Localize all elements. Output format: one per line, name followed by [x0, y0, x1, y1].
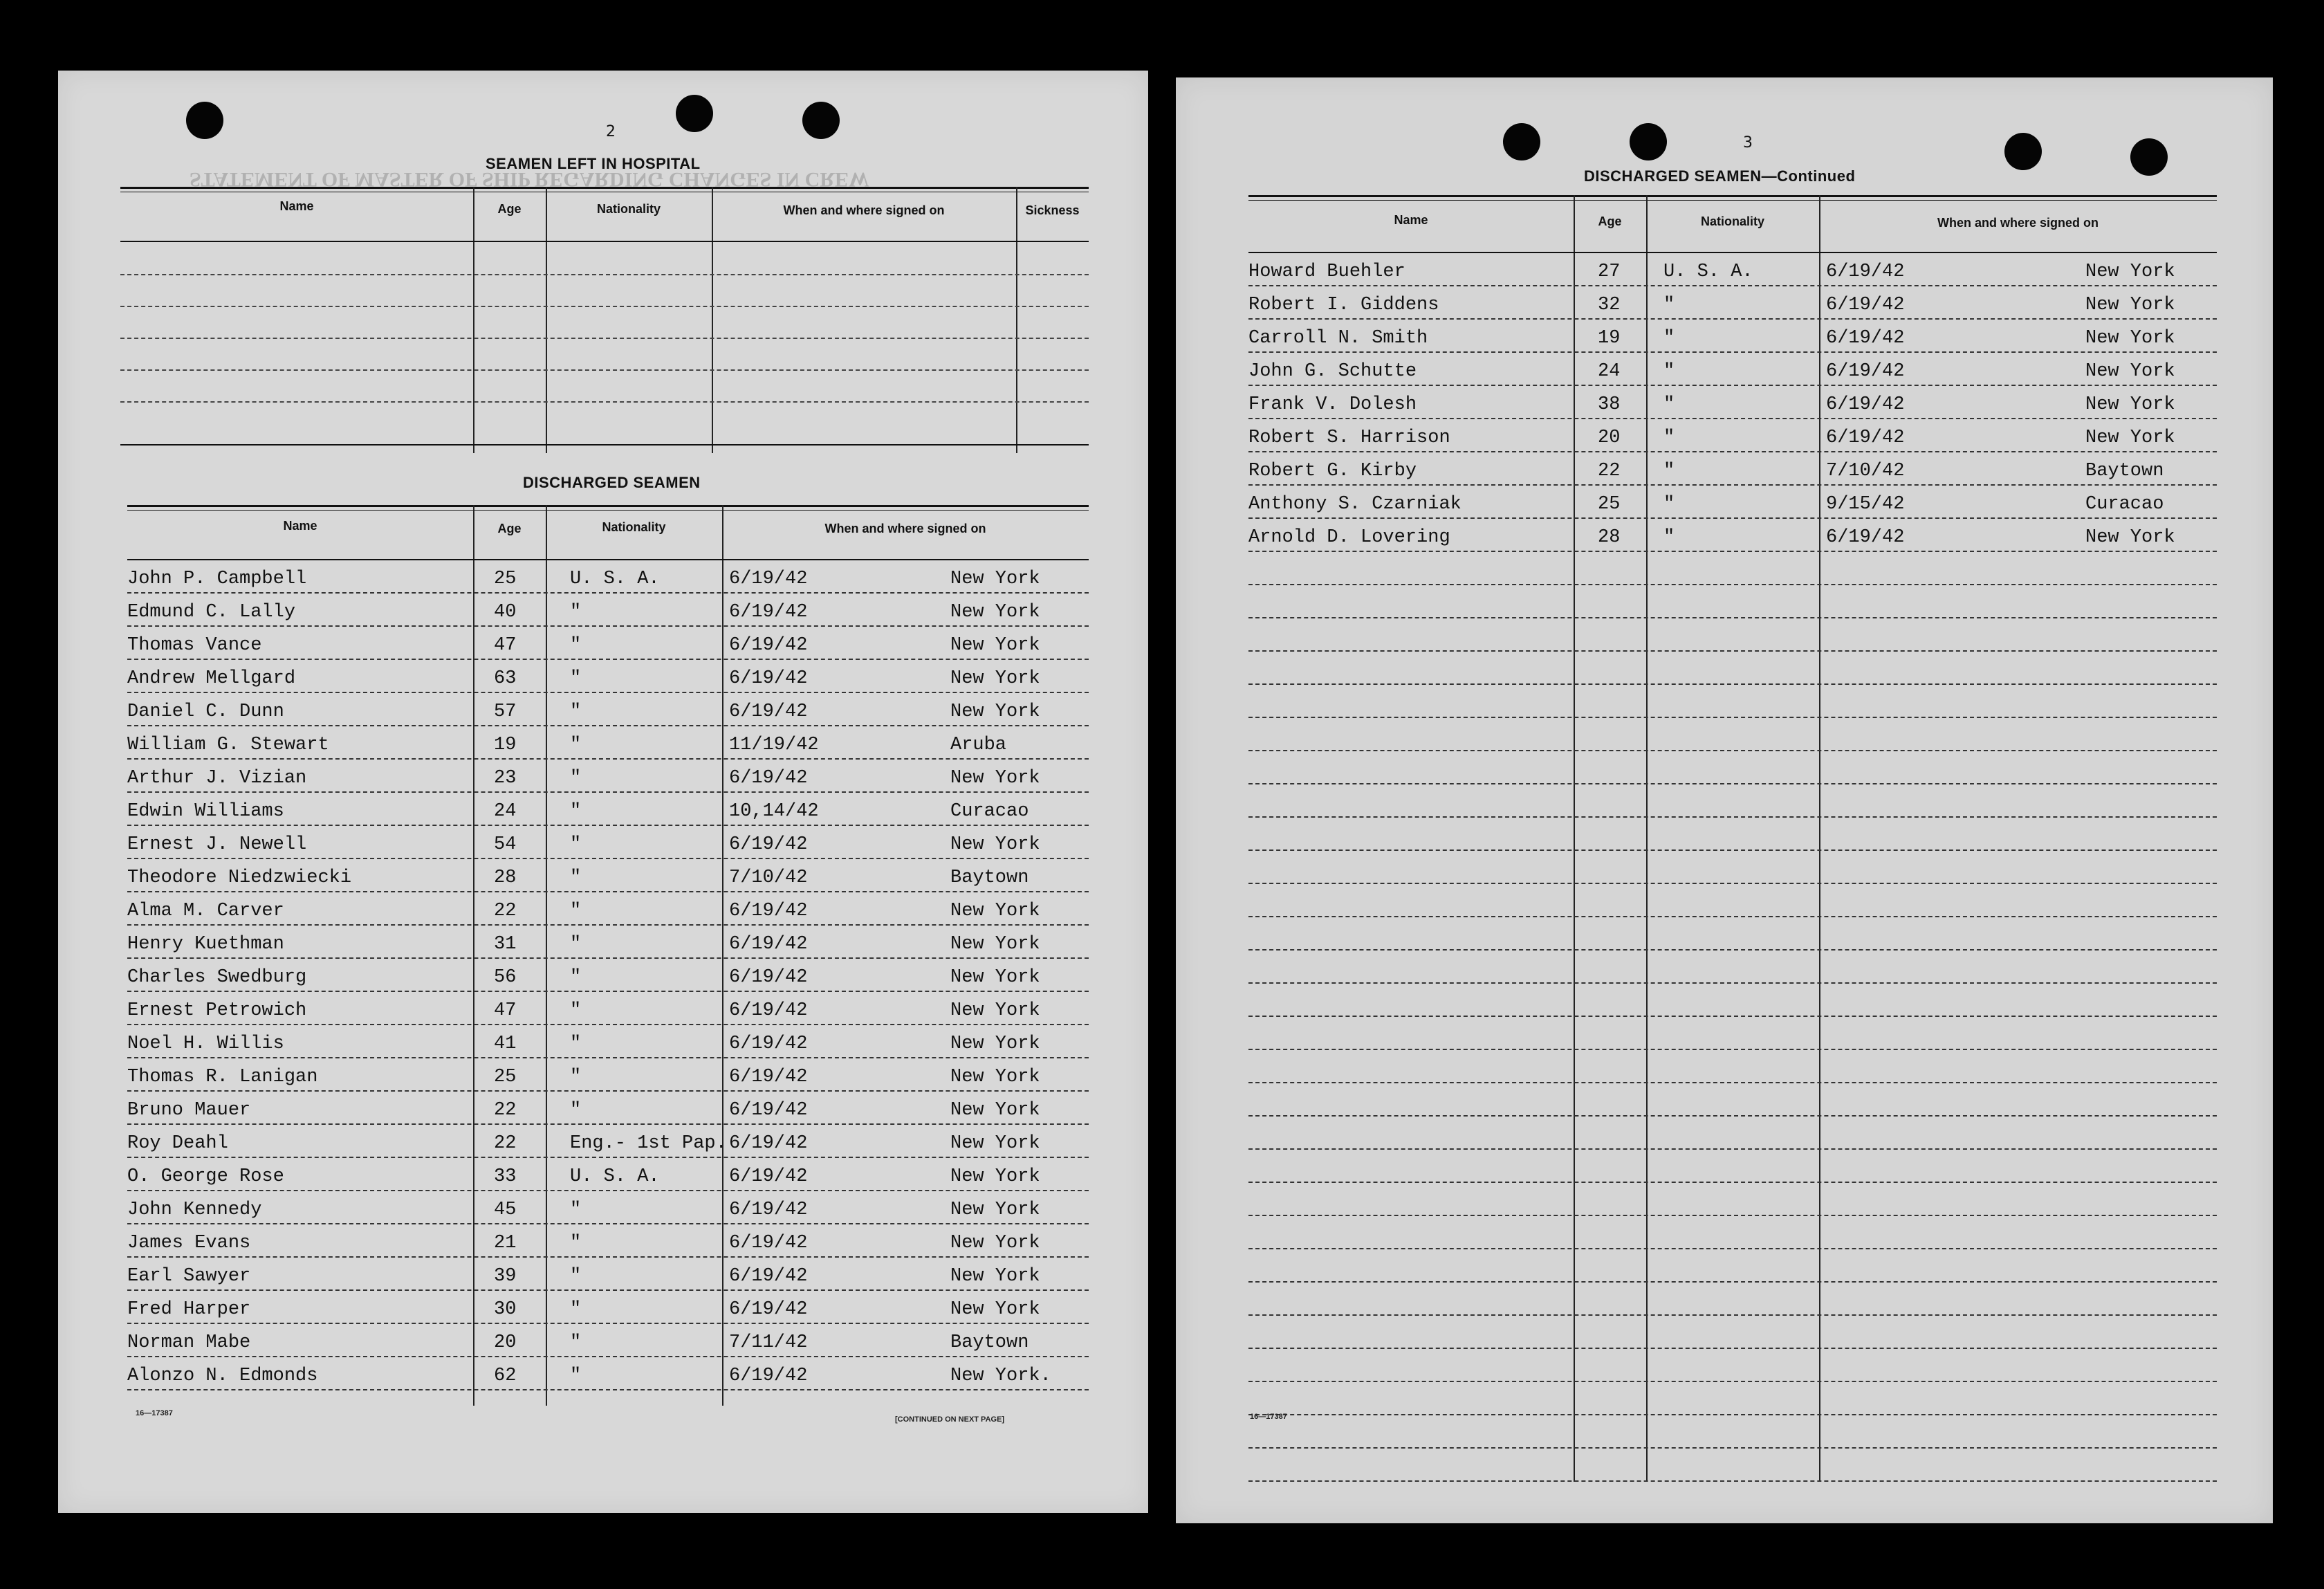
signed-on-date: 6/19/42	[1826, 328, 1905, 349]
blank-row	[1248, 1382, 2217, 1415]
signed-on-date: 6/19/42	[729, 1166, 808, 1187]
seaman-age: 25	[1598, 494, 1621, 515]
seaman-nationality: "	[570, 1000, 582, 1021]
signed-on-date: 6/19/42	[729, 967, 808, 988]
signed-on-place: New York	[950, 1299, 1040, 1320]
blank-row	[1248, 917, 2217, 950]
seaman-age: 19	[1598, 328, 1621, 349]
table-row	[1248, 286, 2217, 320]
seaman-nationality: "	[570, 668, 582, 689]
punch-hole	[186, 102, 223, 139]
signed-on-place: Curacao	[950, 801, 1029, 822]
signed-on-place: New York	[950, 701, 1040, 722]
seaman-age: 22	[494, 1133, 517, 1154]
blank-row	[1248, 1283, 2217, 1316]
hospital-table	[120, 187, 1089, 453]
seaman-name: Robert S. Harrison	[1248, 428, 1450, 448]
blank-row	[1248, 1216, 2217, 1249]
seaman-age: 22	[494, 1100, 517, 1121]
punch-hole	[676, 95, 713, 132]
signed-on-place: New York	[950, 1266, 1040, 1287]
col-header-signed-on: When and where signed on	[783, 203, 945, 217]
seaman-nationality: "	[570, 1299, 582, 1320]
seaman-nationality: "	[570, 1366, 582, 1386]
blank-row	[1248, 984, 2217, 1017]
signed-on-date: 6/19/42	[729, 1000, 808, 1021]
blank-row	[1248, 1449, 2217, 1482]
signed-on-date: 6/19/42	[729, 1067, 808, 1087]
seaman-age: 39	[494, 1266, 517, 1287]
signed-on-place: Baytown	[950, 867, 1029, 888]
signed-on-place: Baytown	[950, 1332, 1029, 1353]
punch-hole	[1503, 123, 1540, 160]
signed-on-place: New York	[950, 1067, 1040, 1087]
col-header-name: Name	[279, 199, 314, 213]
seaman-name: Theodore Niedzwiecki	[127, 867, 352, 888]
seaman-age: 23	[494, 768, 517, 789]
seaman-name: Arnold D. Lovering	[1248, 527, 1450, 548]
seaman-nationality: "	[570, 768, 582, 789]
blank-row	[1248, 1117, 2217, 1150]
seaman-name: Edmund C. Lally	[127, 602, 296, 623]
seaman-name: John G. Schutte	[1248, 361, 1417, 382]
blank-row	[1248, 1050, 2217, 1083]
signed-on-place: New York	[950, 1133, 1040, 1154]
table-row	[127, 926, 1089, 959]
seaman-nationality: U. S. A.	[570, 1166, 660, 1187]
seaman-age: 63	[494, 668, 517, 689]
seaman-name: John Kennedy	[127, 1200, 262, 1220]
seaman-name: Carroll N. Smith	[1248, 328, 1428, 349]
col-header-sickness: Sickness	[1025, 203, 1080, 217]
signed-on-place: New York	[950, 1166, 1040, 1187]
seaman-name: Fred Harper	[127, 1299, 251, 1320]
signed-on-place: New York	[2085, 261, 2175, 282]
seaman-age: 32	[1598, 295, 1621, 315]
table-row	[127, 760, 1089, 793]
seaman-nationality: "	[570, 635, 582, 656]
signed-on-date: 6/19/42	[729, 1299, 808, 1320]
seaman-age: 40	[494, 602, 517, 623]
seaman-age: 45	[494, 1200, 517, 1220]
blank-row	[1248, 784, 2217, 818]
seaman-age: 20	[494, 1332, 517, 1353]
seaman-name: Robert G. Kirby	[1248, 461, 1417, 481]
table-row	[127, 1291, 1089, 1324]
signed-on-place: New York	[950, 1000, 1040, 1021]
table-row	[1248, 353, 2217, 386]
table-row	[127, 1158, 1089, 1191]
signed-on-place: New York	[950, 934, 1040, 955]
blank-row	[1248, 851, 2217, 884]
seaman-nationality: Eng.- 1st Pap.	[570, 1133, 727, 1154]
discharged-continued-table	[1248, 195, 2217, 1482]
seaman-name: Henry Kuethman	[127, 934, 284, 955]
signed-on-date: 9/15/42	[1826, 494, 1905, 515]
blank-row	[1248, 1249, 2217, 1283]
seaman-age: 22	[494, 901, 517, 921]
signed-on-date: 6/19/42	[1826, 394, 1905, 415]
table-row	[127, 959, 1089, 992]
signed-on-place: New York	[950, 1200, 1040, 1220]
signed-on-place: Baytown	[2085, 461, 2164, 481]
blank-row	[1248, 652, 2217, 685]
punch-hole	[2004, 133, 2042, 170]
table-row	[127, 726, 1089, 760]
seaman-nationality: U. S. A.	[1663, 261, 1753, 282]
blank-row	[1248, 1083, 2217, 1117]
seaman-nationality: "	[1663, 461, 1675, 481]
seaman-nationality: "	[570, 701, 582, 722]
signed-on-date: 6/19/42	[1826, 527, 1905, 548]
signed-on-place: New York	[950, 635, 1040, 656]
blank-row	[1248, 618, 2217, 652]
col-header-nationality: Nationality	[602, 520, 666, 534]
table-row	[1248, 386, 2217, 419]
seaman-age: 25	[494, 1067, 517, 1087]
signed-on-place: Curacao	[2085, 494, 2164, 515]
signed-on-date: 6/19/42	[1826, 428, 1905, 448]
signed-on-date: 11/19/42	[729, 735, 819, 755]
table-row	[1248, 253, 2217, 286]
table-row	[127, 1058, 1089, 1092]
blank-row	[1248, 1349, 2217, 1382]
seaman-name: Arthur J. Vizian	[127, 768, 307, 789]
seaman-nationality: "	[1663, 295, 1675, 315]
seaman-nationality: "	[570, 967, 582, 988]
seaman-nationality: "	[570, 1034, 582, 1054]
blank-row	[1248, 1017, 2217, 1050]
signed-on-place: New York	[950, 668, 1040, 689]
form-code: 16—17387	[1250, 1413, 1287, 1421]
table-row	[127, 1324, 1089, 1357]
seaman-name: John P. Campbell	[127, 569, 307, 589]
blank-row	[1248, 1150, 2217, 1183]
seaman-name: Edwin Williams	[127, 801, 284, 822]
blank-row	[1248, 585, 2217, 618]
signed-on-date: 7/11/42	[729, 1332, 808, 1353]
seaman-age: 30	[494, 1299, 517, 1320]
table-row	[127, 859, 1089, 892]
seaman-nationality: "	[570, 1100, 582, 1121]
seaman-name: Charles Swedburg	[127, 967, 307, 988]
table-row	[1248, 452, 2217, 486]
signed-on-date: 6/19/42	[729, 1366, 808, 1386]
seaman-nationality: "	[1663, 328, 1675, 349]
seaman-nationality: "	[570, 901, 582, 921]
table-row	[127, 793, 1089, 826]
page-number: 2	[606, 123, 616, 140]
col-header-age: Age	[497, 202, 522, 216]
seaman-name: Ernest J. Newell	[127, 834, 307, 855]
seaman-age: 47	[494, 1000, 517, 1021]
signed-on-date: 6/19/42	[729, 1266, 808, 1287]
seaman-nationality: "	[570, 867, 582, 888]
signed-on-date: 6/19/42	[729, 834, 808, 855]
table-row	[127, 992, 1089, 1025]
table-row	[127, 1258, 1089, 1291]
seaman-age: 27	[1598, 261, 1621, 282]
signed-on-date: 6/19/42	[729, 635, 808, 656]
seaman-name: Ernest Petrowich	[127, 1000, 307, 1021]
blank-row	[1248, 950, 2217, 984]
signed-on-date: 6/19/42	[729, 569, 808, 589]
table-row	[127, 693, 1089, 726]
seaman-name: Alma M. Carver	[127, 901, 284, 921]
seaman-name: Howard Buehler	[1248, 261, 1405, 282]
table-row	[127, 594, 1089, 627]
signed-on-date: 6/19/42	[1826, 295, 1905, 315]
seaman-name: Andrew Mellgard	[127, 668, 296, 689]
seaman-nationality: "	[570, 1332, 582, 1353]
seaman-name: Earl Sawyer	[127, 1266, 251, 1287]
signed-on-place: New York	[950, 967, 1040, 988]
blank-row	[1248, 552, 2217, 585]
seaman-nationality: "	[1663, 494, 1675, 515]
row-rule	[1248, 1480, 2217, 1482]
seaman-nationality: "	[1663, 361, 1675, 382]
col-header-name: Name	[283, 519, 317, 533]
seaman-name: Thomas R. Lanigan	[127, 1067, 318, 1087]
seaman-nationality: "	[1663, 394, 1675, 415]
blank-row	[1248, 1316, 2217, 1349]
signed-on-date: 6/19/42	[729, 1233, 808, 1253]
col-header-nationality: Nationality	[596, 202, 661, 216]
signed-on-place: New York	[950, 901, 1040, 921]
table-row	[1248, 519, 2217, 552]
table-row	[127, 1191, 1089, 1224]
signed-on-date: 6/19/42	[729, 1133, 808, 1154]
signed-on-date: 6/19/42	[729, 1034, 808, 1054]
blank-row	[1248, 718, 2217, 751]
signed-on-date: 6/19/42	[729, 668, 808, 689]
seaman-age: 21	[494, 1233, 517, 1253]
page-number: 3	[1743, 134, 1753, 151]
signed-on-date: 6/19/42	[729, 602, 808, 623]
seaman-name: Bruno Mauer	[127, 1100, 251, 1121]
signed-on-place: New York	[950, 1034, 1040, 1054]
seaman-nationality: "	[570, 1233, 582, 1253]
seaman-age: 41	[494, 1034, 517, 1054]
signed-on-date: 6/19/42	[729, 1200, 808, 1220]
discharged-section-title: DISCHARGED SEAMEN	[523, 474, 701, 491]
discharged-continued-title: DISCHARGED SEAMEN—Continued	[1584, 167, 1856, 185]
seaman-nationality: "	[570, 834, 582, 855]
right-page	[1176, 77, 2273, 1523]
seaman-nationality: "	[570, 1067, 582, 1087]
signed-on-date: 6/19/42	[729, 1100, 808, 1121]
seaman-name: Frank V. Dolesh	[1248, 394, 1417, 415]
seaman-age: 20	[1598, 428, 1621, 448]
seaman-name: Alonzo N. Edmonds	[127, 1366, 318, 1386]
seaman-age: 62	[494, 1366, 517, 1386]
punch-hole	[802, 102, 840, 139]
table-row	[127, 1025, 1089, 1058]
table-row	[127, 1092, 1089, 1125]
signed-on-date: 6/19/42	[1826, 261, 1905, 282]
seaman-nationality: "	[570, 934, 582, 955]
signed-on-place: New York	[950, 569, 1040, 589]
blank-row	[1248, 685, 2217, 718]
blank-row	[1248, 1183, 2217, 1216]
signed-on-place: New York	[950, 1233, 1040, 1253]
table-row	[1248, 419, 2217, 452]
hospital-section-title: SEAMEN LEFT IN HOSPITAL	[486, 155, 701, 172]
signed-on-place: New York	[950, 768, 1040, 789]
seaman-age: 38	[1598, 394, 1621, 415]
table-row	[127, 660, 1089, 693]
table-row	[127, 826, 1089, 859]
blank-row	[1248, 751, 2217, 784]
col-header-signed-on: When and where signed on	[824, 522, 986, 535]
signed-on-date: 6/19/42	[729, 701, 808, 722]
blank-row	[1248, 884, 2217, 917]
seaman-nationality: "	[570, 735, 582, 755]
table-row	[127, 560, 1089, 594]
signed-on-date: 6/19/42	[729, 934, 808, 955]
seaman-age: 54	[494, 834, 517, 855]
punch-hole	[2130, 138, 2168, 176]
seaman-nationality: "	[1663, 527, 1675, 548]
seaman-nationality: U. S. A.	[570, 569, 660, 589]
signed-on-place: New York	[2085, 394, 2175, 415]
col-header-nationality: Nationality	[1700, 214, 1764, 228]
row-rule	[127, 1389, 1089, 1390]
seaman-name: Noel H. Willis	[127, 1034, 284, 1054]
signed-on-place: New York	[950, 1100, 1040, 1121]
form-code: 16—17387	[136, 1409, 173, 1417]
table-row	[127, 1357, 1089, 1390]
signed-on-date: 7/10/42	[1826, 461, 1905, 481]
signed-on-place: Aruba	[950, 735, 1007, 755]
signed-on-date: 10,14/42	[729, 801, 819, 822]
seaman-name: Norman Mabe	[127, 1332, 251, 1353]
blank-row	[1248, 1415, 2217, 1449]
col-header-name: Name	[1394, 213, 1428, 227]
signed-on-place: New York	[950, 602, 1040, 623]
col-header-signed-on: When and where signed on	[1937, 216, 2099, 230]
seaman-age: 47	[494, 635, 517, 656]
seaman-name: James Evans	[127, 1233, 251, 1253]
signed-on-place: New York	[950, 834, 1040, 855]
seaman-age: 24	[1598, 361, 1621, 382]
seaman-name: Thomas Vance	[127, 635, 262, 656]
signed-on-date: 7/10/42	[729, 867, 808, 888]
seaman-name: Anthony S. Czarniak	[1248, 494, 1461, 515]
table-row	[127, 1125, 1089, 1158]
seaman-name: Roy Deahl	[127, 1133, 228, 1154]
signed-on-place: New York	[2085, 328, 2175, 349]
seaman-age: 22	[1598, 461, 1621, 481]
col-header-age: Age	[497, 522, 522, 535]
table-row	[1248, 320, 2217, 353]
seaman-age: 19	[494, 735, 517, 755]
left-page: STATEMENT OF MASTER OF SHIP REGARDING CHANGES IN CREW 2 SEAMEN LEFT IN HOSPITAL Name Age Nationality When and where signed on Sickness DISCHARGED SEAMEN Name Age Nationality When and where signed on John P. Campbell 25 U. S. A. 6/19/42 New York Edmund C. Lally 40 " 6/19/42 New York Thomas Vance 47 " 6/19/42 New York Andrew Mellgard 63 " 6/19/42 New York Daniel C. Dunn 57 " 6/19/42 New York William G. Stewart 19 " 11/19/42 Aruba Arthur J. Vizian 23 " 6/19/42 New York Edwin Williams 24 " 10,14/42 Curacao Ernest J. Newell 54 " 6/19/42 New York Theodore Niedzwiecki 28 " 7/10/42 Baytown Alma M. Carver 22 " 6/19/42 New York Henry Kuethman 31 " 6/19/42 New York Charles Swedburg 56 " 6/19/42 New York Ernest Petrowich 47 " 6/19/42 New York Noel H. Willis 41 " 6/19/42 New York Thomas R. Lanigan 25 " 6/19/42 New York Bruno Mauer 22 " 6/19/42 New York Roy Deahl 22 Eng.- 1st Pap. 6/19/42 New York O. George Rose 33 U. S. A. 6/19/42 New York John Kennedy 45 " 6/19/42 New York James Evans 21 " 6/19/42 New York Earl Sawyer 39 " 6/19/42 New York Fred Harper 30 " 6/19/42 New York Norman Mabe 20 " 7/11/42 Baytown Alonzo N. Edmonds 62 " 6/19/42 New York. 16—17387 [CONTINUED ON NEXT PAGE]	[58, 71, 1148, 1513]
seaman-age: 25	[494, 569, 517, 589]
col-header-age: Age	[1598, 214, 1622, 228]
signed-on-place: New York	[2085, 361, 2175, 382]
seaman-name: William G. Stewart	[127, 735, 329, 755]
signed-on-place: New York	[2085, 428, 2175, 448]
continued-note: [CONTINUED ON NEXT PAGE]	[895, 1415, 1005, 1424]
seaman-age: 28	[1598, 527, 1621, 548]
seaman-age: 56	[494, 967, 517, 988]
seaman-name: Robert I. Giddens	[1248, 295, 1439, 315]
seaman-nationality: "	[570, 1200, 582, 1220]
seaman-age: 31	[494, 934, 517, 955]
signed-on-date: 6/19/42	[729, 901, 808, 921]
table-row	[1248, 486, 2217, 519]
signed-on-place: New York	[2085, 527, 2175, 548]
seaman-nationality: "	[570, 602, 582, 623]
table-row	[127, 627, 1089, 660]
seaman-age: 57	[494, 701, 517, 722]
punch-hole	[1630, 123, 1667, 160]
seaman-name: O. George Rose	[127, 1166, 284, 1187]
signed-on-date: 6/19/42	[729, 768, 808, 789]
signed-on-date: 6/19/42	[1826, 361, 1905, 382]
seaman-age: 24	[494, 801, 517, 822]
seaman-name: Daniel C. Dunn	[127, 701, 284, 722]
discharged-table	[127, 505, 1089, 1406]
seaman-nationality: "	[570, 1266, 582, 1287]
table-row	[127, 892, 1089, 926]
seaman-nationality: "	[570, 801, 582, 822]
signed-on-place: New York.	[950, 1366, 1051, 1386]
seaman-age: 28	[494, 867, 517, 888]
table-row	[127, 1224, 1089, 1258]
signed-on-place: New York	[2085, 295, 2175, 315]
blank-row	[1248, 818, 2217, 851]
seaman-age: 33	[494, 1166, 517, 1187]
seaman-nationality: "	[1663, 428, 1675, 448]
